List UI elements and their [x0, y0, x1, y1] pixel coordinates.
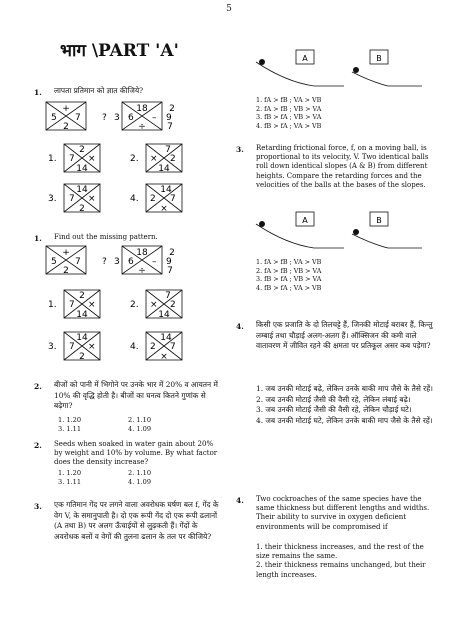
- slope-label-a: A: [302, 54, 308, 63]
- svg-text:14: 14: [160, 185, 172, 195]
- pattern-figure-hi: [44, 100, 224, 218]
- q4-hi-option-3: 3. जब उनकी मोटाई जैसी की वैसी रहे, लेकिन चौड़ाई घटे।: [256, 405, 412, 415]
- svg-text:2: 2: [79, 204, 85, 214]
- q2-en-option-3: 3. 1.11: [58, 477, 82, 486]
- svg-text:×: ×: [88, 300, 96, 310]
- svg-text:×: ×: [88, 342, 96, 352]
- svg-text:2: 2: [170, 300, 176, 310]
- option-4-label: 4.: [130, 194, 139, 204]
- svg-text:A: A: [302, 216, 308, 225]
- q2-hi-options: [58, 416, 188, 434]
- q2-hi-option-2: 2. 1.10: [128, 416, 152, 424]
- q3-en-option-2: 2. fA > fB ; VB > VA: [256, 266, 322, 275]
- q4-en-option-2: 2. their thickness remains unchanged, but their length increases.: [256, 561, 426, 579]
- q1-hi-text: लापता प्रतिमान को ज्ञात कीजिये?: [54, 86, 144, 95]
- pattern-tl: +: [62, 104, 70, 114]
- q2-en-option-1: 1. 1.20: [58, 469, 82, 477]
- svg-text:7: 7: [69, 342, 75, 352]
- pattern-l1: 5: [51, 113, 57, 123]
- svg-text:×: ×: [88, 194, 96, 204]
- svg-text:2: 2: [79, 352, 85, 362]
- svg-text:÷: ÷: [138, 266, 146, 276]
- pattern-b1: 2: [63, 122, 69, 132]
- pattern-tr: 2: [169, 104, 175, 114]
- svg-text:2: 2: [150, 194, 156, 204]
- svg-text:2: 2: [79, 145, 85, 155]
- slope-figure-en: [252, 210, 430, 252]
- q4-en-number: 4.: [236, 496, 244, 505]
- q3-hi-option-1: 1. fA > fB ; VA > VB: [256, 96, 322, 104]
- svg-text:×: ×: [160, 352, 168, 362]
- svg-text:+: +: [62, 248, 70, 258]
- svg-text:18: 18: [136, 248, 148, 258]
- svg-text:6: 6: [128, 257, 134, 267]
- q2-hi-option-3: 3. 1.11: [58, 424, 82, 433]
- svg-text:7: 7: [165, 145, 171, 155]
- q3-en-number: 3.: [236, 145, 244, 154]
- svg-text:5: 5: [51, 257, 57, 267]
- option-3-label: 3.: [48, 194, 57, 204]
- q2-hi-number: 2.: [34, 382, 42, 391]
- svg-text:×: ×: [150, 300, 158, 310]
- svg-text:9: 9: [166, 257, 172, 267]
- q3-hi-option-2: 2. fA > fB ; VB > VA: [256, 104, 322, 113]
- q4-hi-options: [256, 384, 438, 427]
- pattern-m1: 3: [114, 113, 120, 123]
- q1-hi-number: 1.: [34, 88, 42, 97]
- svg-text:7: 7: [170, 194, 176, 204]
- page-number: 5: [226, 4, 232, 14]
- q4-hi-number: 4.: [236, 322, 244, 331]
- svg-text:2: 2: [150, 342, 156, 352]
- pattern-question: ?: [102, 113, 107, 123]
- q4-en-text: Two cockroaches of the same species have the same thickness but different lengths and widths. Their ability to survive in oxygen deficient environments will be compromised if: [256, 495, 430, 531]
- q3-en-option-3: 3. fB > fA ; VB > VA: [256, 275, 322, 284]
- q4-hi-option-4: 4. जब उनकी मोटाई घटे, लेकिन उनके बाकी माप जैसे के तैसे रहें।: [256, 416, 433, 426]
- svg-text:2.: 2.: [130, 300, 139, 310]
- q3-hi-text: एक गतिमान गेंद पर लगने वाला अवरोधक घर्षण बल f, गेंद के वेग V, के समानुपाती है। दो एक रूपी गेंद दो एक रूपी ढलानों (A तथा B) पर अलग ऊँचाईयों से लुढ़कती हैं। गेंदों के अवरोधक बलों व वेगों की तुलना ढलान के तल पर कीजिये?: [54, 500, 219, 542]
- svg-text:2: 2: [170, 154, 176, 164]
- q4-hi-text: किसी एक प्रजाति के दो तिलचट्टे हैं, जिनकी मोटाई बराबर हैं, किन्तु लम्बाई तथा चौड़ाई अलग-अलग हैं। ऑक्सिजन की कमी वाले वातावरण में जीवित रहने की क्षमता पर प्रतिकूल असर कब पड़ेगा?: [256, 320, 433, 351]
- svg-text:7: 7: [69, 194, 75, 204]
- q3-hi-options: [256, 96, 321, 131]
- svg-text:7: 7: [170, 342, 176, 352]
- svg-text:?: ?: [102, 257, 107, 267]
- q2-en-option-2: 2. 1.10: [128, 469, 152, 477]
- svg-text:3.: 3.: [48, 342, 57, 352]
- q2-en-text: Seeds when soaked in water gain about 20% by weight and 10% by volume. By what factor does the density increase?: [54, 440, 218, 467]
- pattern-m3: –: [152, 113, 157, 123]
- svg-text:7: 7: [75, 257, 81, 267]
- q2-en-number: 2.: [34, 441, 42, 450]
- svg-text:14: 14: [76, 185, 88, 195]
- svg-text:4.: 4.: [130, 342, 139, 352]
- pattern-l2: 7: [75, 113, 81, 123]
- pattern-m4: 9: [166, 113, 172, 123]
- q3-en-option-4: 4. fB > fA ; VA > VB: [256, 283, 322, 292]
- pattern-m2: 6: [128, 113, 134, 123]
- q3-en-options: [256, 258, 321, 293]
- svg-text:1.: 1.: [48, 300, 57, 310]
- svg-text:2: 2: [169, 248, 175, 258]
- svg-text:×: ×: [160, 204, 168, 214]
- svg-text:7: 7: [69, 300, 75, 310]
- svg-text:2: 2: [79, 291, 85, 301]
- q4-hi-option-1: 1. जब उनकी मोटाई बढ़े, लेकिन उनके बाकी माप जैसे के तैसे रहें।: [256, 384, 433, 393]
- q4-en-options: [256, 543, 438, 580]
- svg-text:14: 14: [76, 310, 88, 320]
- q3-en-text: Retarding frictional force, f, on a moving ball, is proportional to its velocity, V. Two identical balls roll down identical slopes (A & B) from different heights. Compare the retarding forces and the velocities of the balls at the bases of the slopes.: [256, 144, 429, 189]
- pattern-b3: 7: [167, 122, 173, 132]
- q3-hi-option-3: 3. fB > fA ; VB > VA: [256, 113, 322, 122]
- svg-text:14: 14: [160, 333, 172, 343]
- slope-label-b: B: [376, 54, 382, 63]
- q1-en-text: Find out the missing pattern.: [54, 233, 158, 241]
- slope-figure-hi: [252, 48, 430, 90]
- q4-hi-option-2: 2. जब उनकी मोटाई जैसी की वैसी रहे, लेकिन लंबाई बढ़े।: [256, 394, 411, 404]
- svg-text:B: B: [376, 216, 382, 225]
- svg-text:3: 3: [114, 257, 120, 267]
- q2-hi-option-1: 1. 1.20: [58, 416, 82, 424]
- svg-text:14: 14: [158, 164, 170, 174]
- svg-text:7: 7: [69, 154, 75, 164]
- q2-hi-option-4: 4. 1.09: [128, 424, 152, 433]
- q3-hi-number: 3.: [34, 502, 42, 511]
- svg-text:14: 14: [158, 310, 170, 320]
- q2-en-option-4: 4. 1.09: [128, 477, 152, 486]
- option-1-label: 1.: [48, 154, 57, 164]
- q4-en-option-1: 1. their thickness increases, and the rest of the size remains the same.: [256, 543, 424, 561]
- q2-hi-text: बीजों को पानी में भिगोने पर उनके भार में 20% व आयतन में 10% की वृद्धि होती है। बीजों का घनत्व कितने गुणांक से बढ़ेगा?: [54, 380, 218, 411]
- svg-text:×: ×: [88, 154, 96, 164]
- q3-en-option-1: 1. fA > fB ; VA > VB: [256, 258, 322, 266]
- pattern-tm: 18: [136, 104, 148, 114]
- option-2-label: 2.: [130, 154, 139, 164]
- svg-text:7: 7: [167, 266, 173, 276]
- q1-en-number: 1.: [34, 234, 42, 243]
- svg-text:–: –: [152, 257, 157, 267]
- q2-en-options: [58, 469, 188, 487]
- svg-text:14: 14: [76, 333, 88, 343]
- pattern-b2: ÷: [138, 122, 146, 132]
- svg-text:7: 7: [165, 291, 171, 301]
- q3-hi-option-4: 4. fB > fA ; VA > VB: [256, 121, 322, 130]
- part-title: भाग \PART 'A': [60, 41, 179, 61]
- svg-text:14: 14: [76, 164, 88, 174]
- pattern-figure-en: [44, 244, 224, 366]
- svg-text:×: ×: [150, 154, 158, 164]
- svg-text:2: 2: [63, 266, 69, 276]
